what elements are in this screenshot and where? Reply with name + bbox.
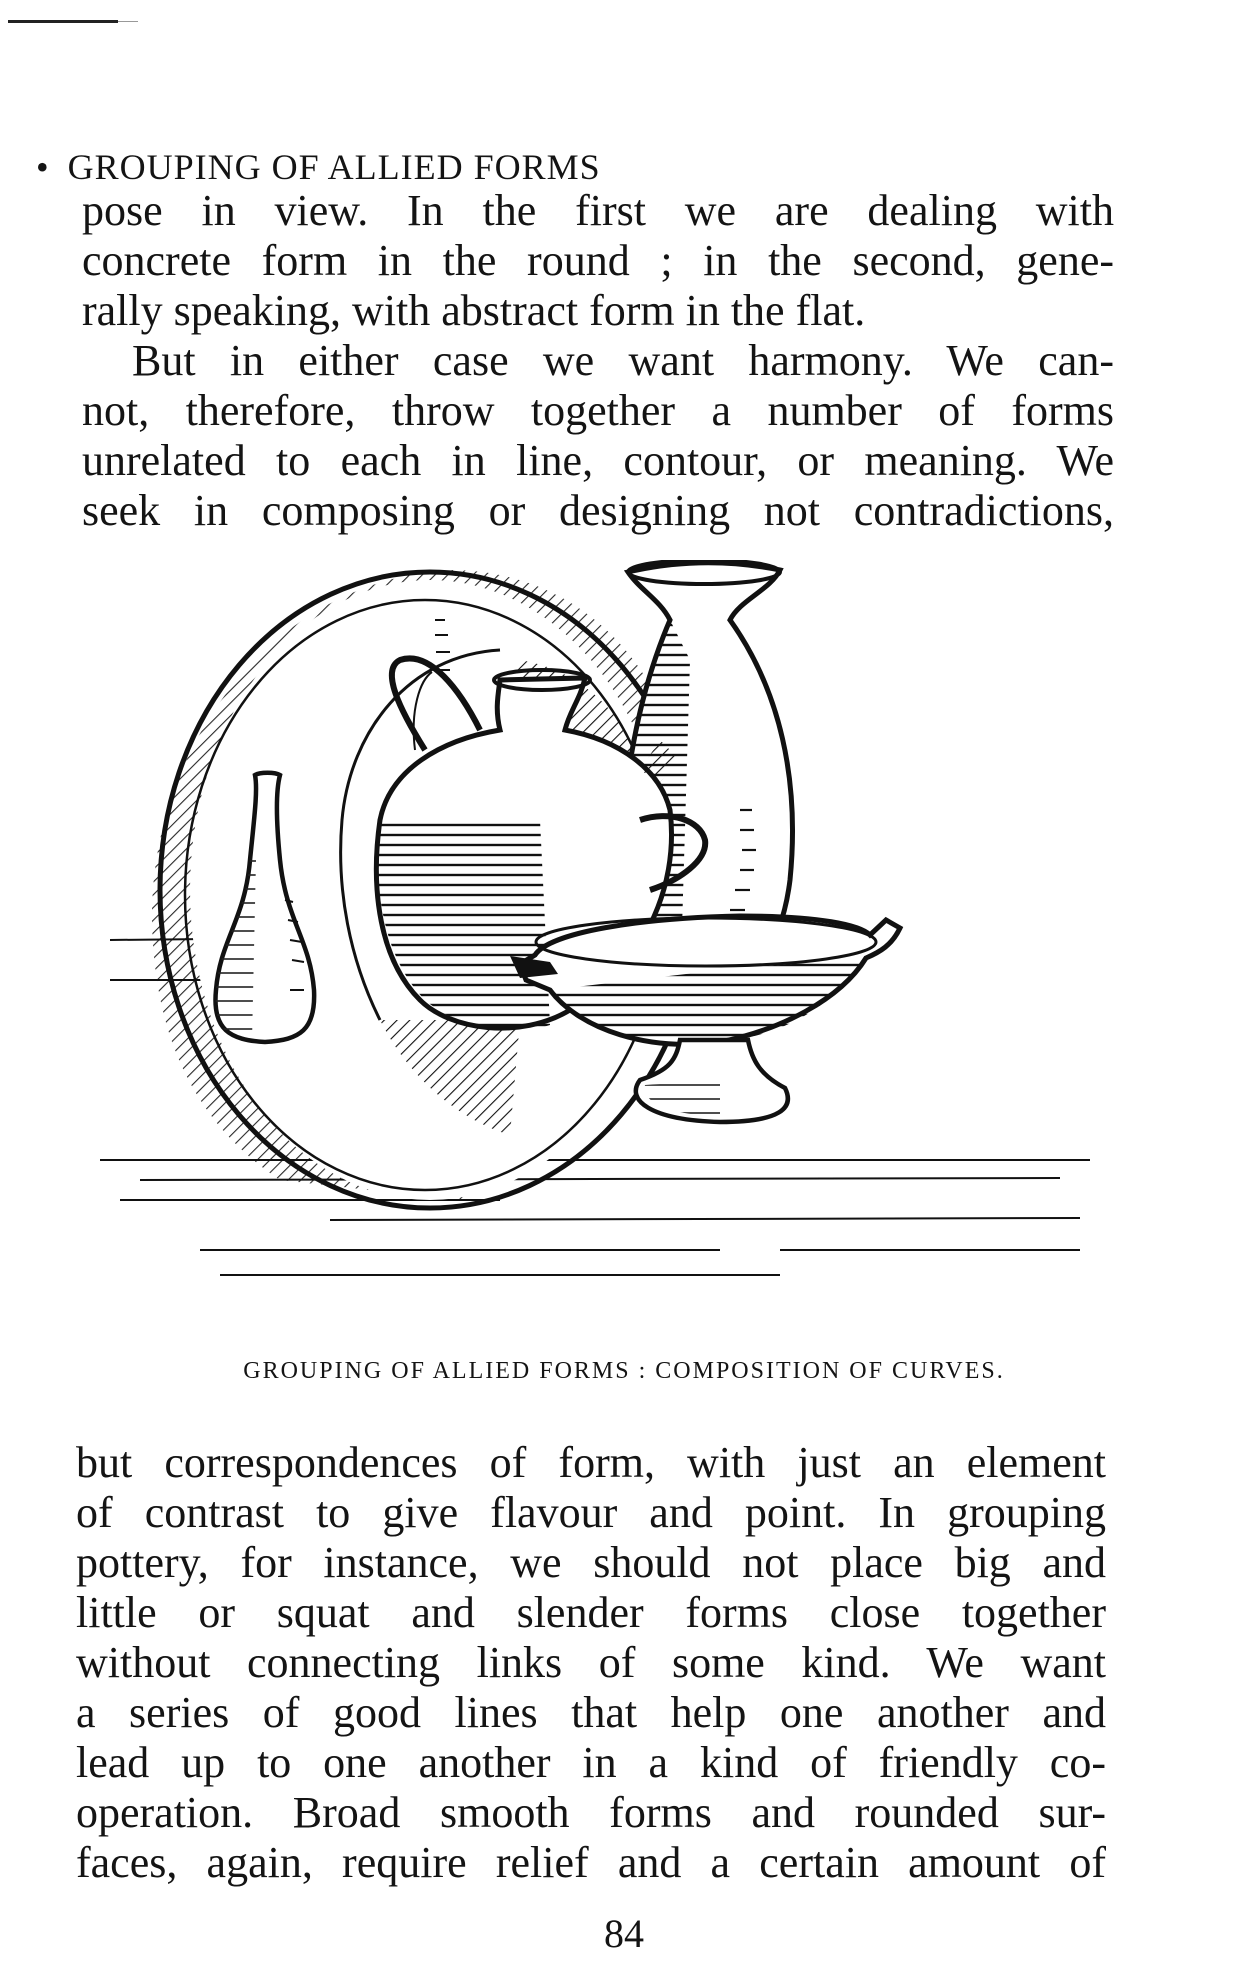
text-line: pottery, for instance, we should not place big and (76, 1538, 1106, 1587)
text-line: lead up to one another in a kind of friendly co- (76, 1738, 1106, 1787)
running-head-title: GROUPING OF ALLIED FORMS (67, 147, 601, 187)
text-line: little or squat and slender forms close together (76, 1588, 1106, 1637)
text-line: rally speaking, with abstract form in the flat. (82, 286, 866, 335)
pottery-drawing (80, 560, 1120, 1340)
text-line: without connecting links of some kind. We want (76, 1638, 1106, 1687)
text-line: faces, again, require relief and a certain amount of (76, 1838, 1106, 1887)
text-line: pose in view. In the first we are dealing with (82, 186, 1114, 235)
text-line: but correspondences of form, with just an element (76, 1438, 1106, 1487)
running-head (36, 146, 601, 188)
page-number: 84 (604, 1911, 644, 1956)
pottery-illustration (80, 560, 1120, 1340)
running-head-bullet: • (36, 147, 50, 187)
text-line: of contrast to give flavour and point. In grouping (76, 1488, 1106, 1537)
figure-caption: GROUPING OF ALLIED FORMS : COMPOSITION OF CURVES. (243, 1358, 1005, 1384)
paragraph-bottom (76, 1438, 1106, 1888)
corner-rule (8, 20, 118, 23)
text-line: not, therefore, throw together a number of forms (82, 386, 1114, 435)
text-line: a series of good lines that help one another and (76, 1688, 1106, 1737)
text-line: seek in composing or designing not contradictions, (82, 486, 1114, 535)
text-line: operation. Broad smooth forms and rounded sur- (76, 1788, 1106, 1837)
text-line: concrete form in the round ; in the second, gene- (82, 236, 1114, 285)
paragraph-top (82, 186, 1114, 536)
text-line: unrelated to each in line, contour, or meaning. We (82, 436, 1114, 485)
text-line: But in either case we want harmony. We can- (132, 336, 1114, 385)
